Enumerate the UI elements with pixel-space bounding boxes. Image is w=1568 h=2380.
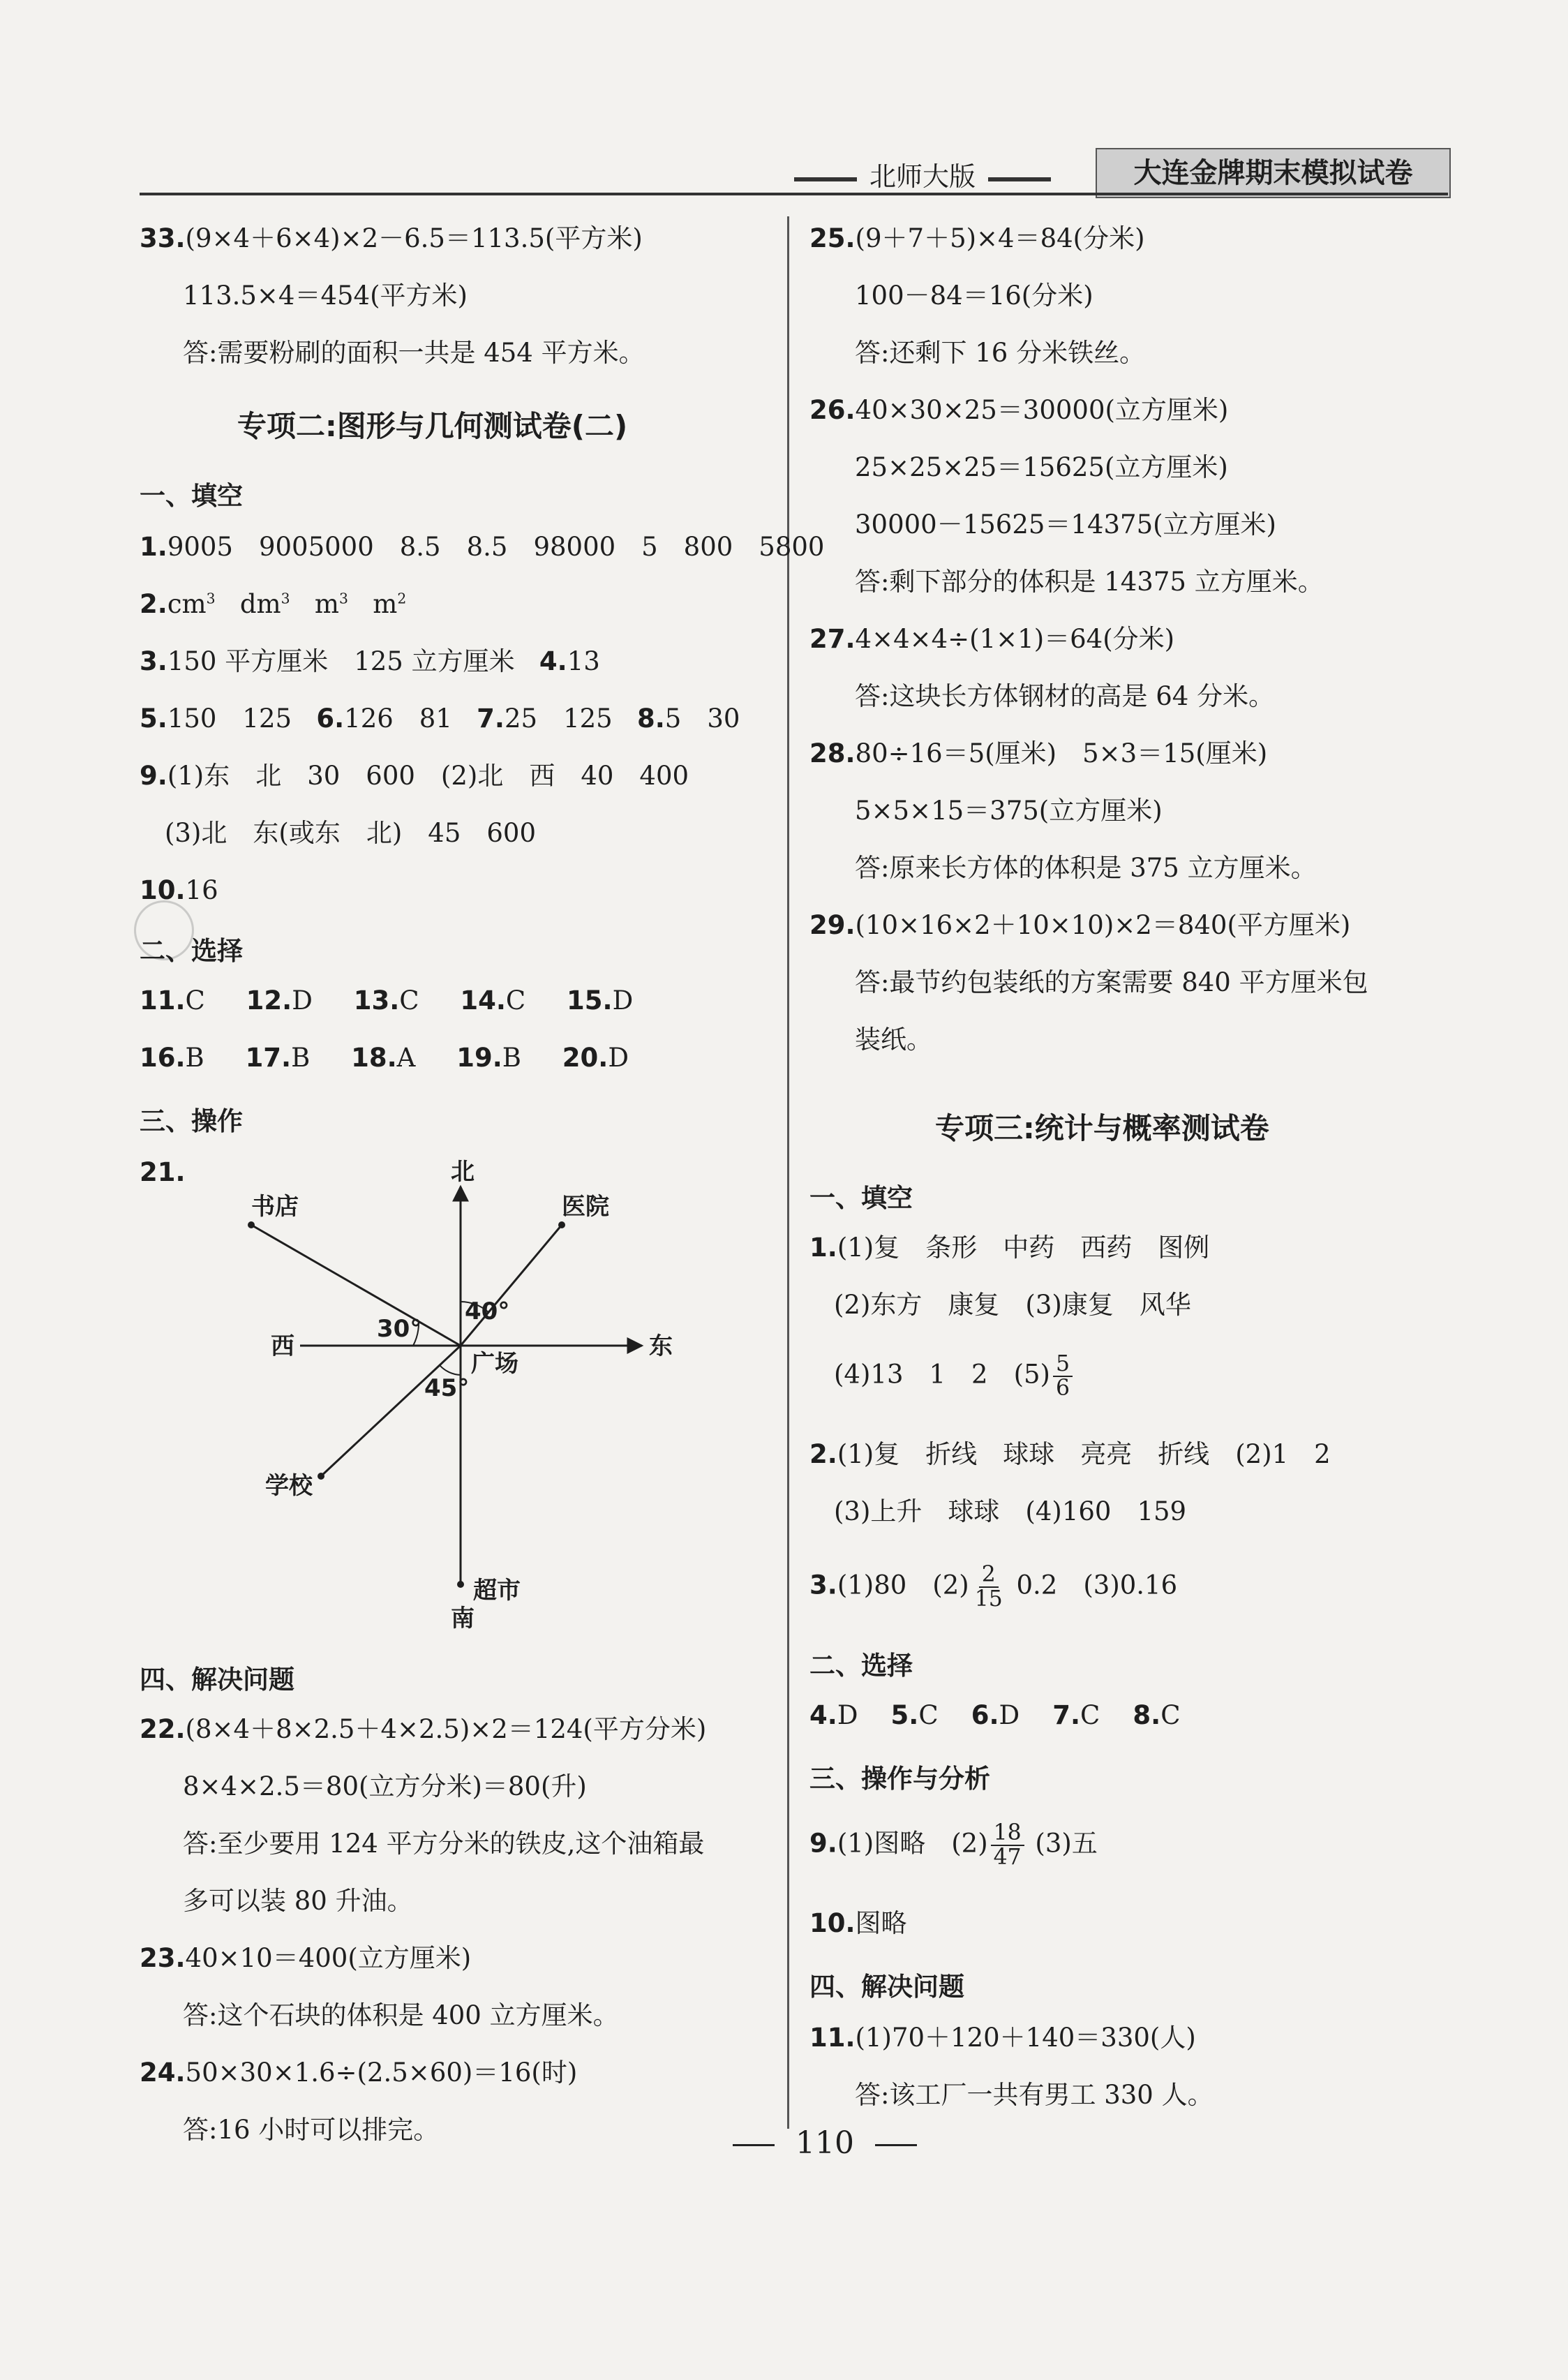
choice-19-number: 19. [456,1043,502,1073]
choice-16-answer: B [185,1043,204,1073]
q28-line2: 5×5×15＝375(立方厘米) [855,796,1163,826]
choice-18-answer: A [396,1043,416,1073]
q26-text1: 40×30×25＝30000(立方厘米) [855,395,1229,425]
q33-text1: (9×4＋6×4)×2－6.5＝113.5(平方米) [185,223,643,253]
sup-3b: 3 [281,590,290,607]
answer-1-number: 1. [140,532,167,562]
unit-m2: m [373,589,398,619]
q26-line4: 答:剩下部分的体积是 14375 立方厘米。 [855,567,1324,597]
q22-text1: (8×4＋8×2.5＋4×2.5)×2＝124(平方分米) [185,1714,707,1744]
fraction-5-6-numerator: 5 [1053,1353,1073,1377]
answer-1-text: 9005 9005000 8.5 8.5 98000 5 800 5800 [167,532,825,562]
q26-number: 26. [809,395,856,425]
q33-line3: 答:需要粉刷的面积一共是 454 平方米。 [183,338,645,368]
q24-line1 [140,2058,577,2088]
unit-cm3: cm [167,589,207,619]
answer-9-line1 [140,761,689,791]
q29-line3: 装纸。 [855,1025,932,1055]
stat-answer-10-text: 图略 [855,1908,907,1938]
choice-17-answer: B [291,1043,311,1073]
stat-answer-10-number: 10. [809,1908,856,1938]
stat-answer-2-line1 [809,1439,1331,1470]
supermarket-dot [457,1581,464,1588]
fraction-18-47 [991,1822,1024,1869]
choice-15-number: 15. [567,986,613,1016]
q29-line2: 答:最节约包装纸的方案需要 840 平方厘米包 [855,967,1368,997]
stat-answer-11-number: 11. [809,2023,856,2053]
stat-answer-9-pre: (1)图略 (2) [837,1828,988,1859]
q22-line2: 8×4×2.5＝80(立方分米)＝80(升) [183,1771,587,1801]
fraction-18-47-numerator: 18 [991,1822,1024,1846]
stat-answer-1-line1 [809,1233,1209,1263]
stat-answer-1-line3 [834,1353,1075,1400]
hospital-line [461,1225,562,1346]
answer-9-number: 9. [140,761,167,791]
choice-14-number: 14. [460,986,506,1016]
choice-5-answer: C [918,1700,939,1730]
fraction-5-6 [1053,1353,1073,1400]
school-dot [318,1473,324,1480]
choice-6-number: 6. [971,1700,999,1730]
stat-answer-2-text1: (1)复 折线 球球 亮亮 折线 (2)1 2 [837,1439,1331,1469]
stat-answer-1-line2: (2)东方 康复 (3)康复 风华 [834,1290,1191,1320]
stat-answer-1-number: 1. [809,1233,837,1263]
q25-line1 [809,223,1145,254]
choice-17-number: 17. [245,1043,292,1073]
answer-5-8 [140,704,740,734]
header-rule [140,193,1448,195]
edition-label [782,155,1063,193]
label-angle-45: 45° [424,1374,470,1402]
label-supermarket: 超市 [473,1577,521,1605]
q33-number: 33. [140,223,186,253]
sup-2: 2 [397,590,407,607]
bookstore-dot [248,1221,255,1228]
answer-6-number: 6. [316,704,345,734]
label-south: 南 [451,1605,475,1632]
answer-4-text: 13 [567,646,600,676]
q27-number: 27. [809,624,856,654]
right-section-analysis: 三、操作与分析 [809,1764,990,1794]
section-title-geometry: 专项二:图形与几何测试卷(二) [237,409,628,443]
left-section-choice: 二、选择 [140,936,243,966]
page-dash-left [733,2144,775,2146]
answer-3-4 [140,646,600,677]
choice-row-2 [140,1043,629,1073]
choice-12-number: 12. [246,986,292,1016]
label-hospital: 医院 [562,1193,609,1221]
q28-line1 [809,738,1267,769]
q28-text1: 80÷16＝5(厘米) 5×3＝15(厘米) [855,738,1268,768]
right-section-solve: 四、解决问题 [809,1972,964,2002]
q23-line2: 答:这个石块的体积是 400 立方厘米。 [183,2000,619,2030]
fraction-2-15-denominator: 15 [974,1586,1003,1612]
header-dash-right [988,177,1051,181]
q26-line3: 30000－15625＝14375(立方厘米) [855,510,1276,540]
choice-16-number: 16. [140,1043,186,1073]
edition-text: 北师大版 [869,161,976,192]
stat-answer-9-post: (3)五 [1035,1828,1098,1859]
q25-number: 25. [809,223,856,253]
choice-7-answer: C [1080,1700,1100,1730]
answer-1 [140,532,824,563]
q28-number: 28. [809,738,856,768]
stat-answer-11-line1 [809,2023,1196,2053]
choice-15-answer: D [612,986,634,1016]
unit-m3: m [314,589,339,619]
page-number [712,2125,938,2161]
choice-5-number: 5. [890,1700,919,1730]
q28-line3: 答:原来长方体的体积是 375 立方厘米。 [855,853,1317,883]
answer-7-text: 25 125 [504,704,613,734]
answer-3-number: 3. [140,646,167,676]
answer-6-text: 126 81 [344,704,452,734]
stat-answer-2-number: 2. [809,1439,837,1469]
choice-8-number: 8. [1133,1700,1161,1730]
choice-19-answer: B [502,1043,521,1073]
q29-number: 29. [809,910,856,940]
label-north: 北 [451,1158,475,1186]
choice-4-answer: D [837,1700,858,1730]
stat-answer-3-number: 3. [809,1570,837,1600]
sup-3c: 3 [339,590,348,607]
series-title: 大连金牌期末模拟试卷 [1096,148,1451,198]
answer-9-text1: (1)东 北 30 600 (2)北 西 40 400 [167,761,689,791]
answer-2-number: 2. [140,589,167,619]
answer-3-text: 150 平方厘米 125 立方厘米 [167,646,515,676]
q29-line1 [809,910,1350,941]
choice-20-answer: D [608,1043,629,1073]
label-school: 学校 [265,1472,313,1500]
stat-answer-11-text1: (1)70＋120＋140＝330(人) [855,2023,1196,2053]
header-dash-left [794,177,857,181]
choice-6-answer: D [999,1700,1020,1730]
stat-answer-3-pre: (1)80 (2) [837,1570,969,1600]
bookstore-line [251,1225,461,1346]
q33-line2: 113.5×4＝454(平方米) [183,281,468,311]
fraction-5-6-denominator: 6 [1055,1376,1070,1401]
q23-number: 23. [140,1943,186,1973]
left-section-fill: 一、填空 [140,481,243,511]
fraction-2-15 [972,1563,1006,1611]
angle-arc-45 [440,1365,461,1375]
label-west: 西 [271,1332,294,1360]
answer-4-number: 4. [539,646,567,676]
answer-10-text: 16 [185,875,218,905]
q27-line2: 答:这块长方体钢材的高是 64 分米。 [855,681,1275,711]
q23-line1 [140,1943,471,1974]
choice-11-answer: C [185,986,205,1016]
page-number-text: 110 [796,2125,854,2161]
hospital-dot [558,1221,565,1228]
section-title-statistics: 专项三:统计与概率测试卷 [935,1111,1269,1145]
left-section-solve: 四、解决问题 [140,1665,294,1695]
q21-number [140,1157,186,1188]
q25-line2: 100－84＝16(分米) [855,281,1093,311]
stat-answer-9-number: 9. [809,1828,837,1859]
choice-13-number: 13. [353,986,400,1016]
unit-dm3: dm [239,589,281,619]
answer-5-text: 150 125 [167,704,292,734]
answer-5-number: 5. [140,704,167,734]
fraction-18-47-denominator: 47 [993,1845,1022,1870]
stat-answer-1-text1: (1)复 条形 中药 西药 图例 [837,1233,1210,1263]
q21-number-text: 21. [140,1157,186,1187]
q22-line4: 多可以装 80 升油。 [183,1886,413,1916]
sup-3a: 3 [206,590,216,607]
q29-text1: (10×16×2＋10×10)×2＝840(平方厘米) [855,910,1351,940]
right-section-choice: 二、选择 [809,1651,913,1681]
answer-10-number: 10. [140,875,186,905]
answer-8-number: 8. [636,704,665,734]
q25-line3: 答:还剩下 16 分米铁丝。 [855,338,1146,368]
q22-line1 [140,1714,706,1745]
answer-8-text: 5 30 [664,704,740,734]
label-angle-30: 30° [377,1315,422,1343]
q22-number: 22. [140,1714,186,1744]
stat-answer-10 [809,1908,907,1939]
answer-10 [140,875,218,906]
choice-8-answer: C [1160,1700,1181,1730]
stat-choice-row [809,1700,1181,1731]
direction-diagram [230,1145,719,1633]
q27-text1: 4×4×4÷(1×1)＝64(分米) [855,624,1175,654]
label-angle-40: 40° [465,1297,510,1325]
choice-11-number: 11. [140,986,186,1016]
answer-2 [140,589,406,620]
choice-row-1 [140,986,633,1016]
choice-7-number: 7. [1052,1700,1081,1730]
q22-line3: 答:至少要用 124 平方分米的铁皮,这个油箱最 [183,1829,705,1859]
q27-line1 [809,624,1174,655]
label-square: 广场 [471,1350,518,1378]
q23-text1: 40×10＝400(立方厘米) [185,1943,472,1973]
label-east: 东 [649,1332,673,1360]
choice-13-answer: C [399,986,419,1016]
answer-7-number: 7. [477,704,505,734]
choice-12-answer: D [292,986,313,1016]
q24-number: 24. [140,2058,186,2088]
q26-line1 [809,395,1228,426]
q26-line2: 25×25×25＝15625(立方厘米) [855,452,1228,482]
q33-line1 [140,223,643,254]
fraction-2-15-numerator: 2 [979,1563,999,1588]
choice-4-number: 4. [809,1700,837,1730]
stat-answer-9 [809,1822,1098,1869]
stat-answer-1-text3: (4)13 1 2 (5) [834,1359,1050,1390]
left-section-operation: 三、操作 [140,1106,243,1136]
choice-14-answer: C [505,986,526,1016]
stat-answer-3-post: 0.2 (3)0.16 [1016,1570,1178,1600]
page-dash-right [875,2144,917,2146]
choice-18-number: 18. [351,1043,397,1073]
stat-answer-3 [809,1563,1177,1611]
stat-answer-2-line2: (3)上升 球球 (4)160 159 [834,1496,1187,1526]
q24-text1: 50×30×1.6÷(2.5×60)＝16(时) [185,2058,578,2088]
column-divider [787,216,789,2129]
right-section-fill: 一、填空 [809,1183,913,1213]
q24-line2: 答:16 小时可以排完。 [183,2115,440,2145]
choice-20-number: 20. [562,1043,608,1073]
label-bookstore: 书店 [251,1193,299,1221]
stat-answer-11-line2: 答:该工厂一共有男工 330 人。 [855,2080,1214,2110]
q25-text1: (9＋7＋5)×4＝84(分米) [855,223,1145,253]
answer-9-line2: (3)北 东(或东 北) 45 600 [165,818,536,848]
